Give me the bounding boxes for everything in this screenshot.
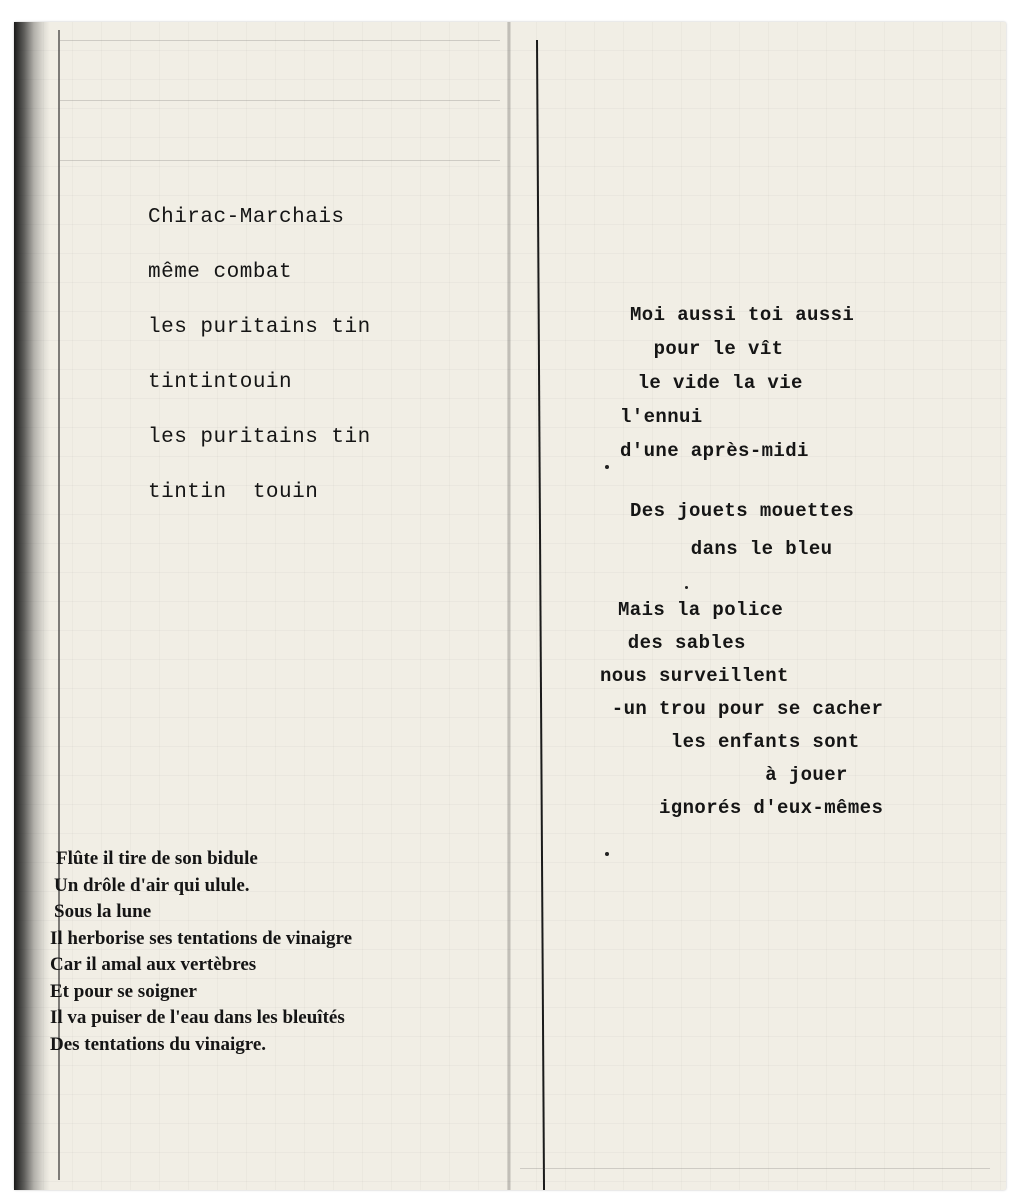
poem-line: Un drôle d'air qui ulule. [54,874,250,896]
ruled-line [60,100,500,101]
ruled-line [60,160,500,161]
ruled-line [520,1168,990,1169]
poem-line: Moi aussi toi aussi [630,304,855,326]
poem-line: ignorés d'eux-mêmes [600,797,884,819]
poem-line: Et pour se soigner [50,980,197,1002]
poem-police-des-sables [600,594,883,825]
poem-line: tintin touin [148,481,319,504]
poem-chirac-marchais [148,198,371,528]
poem-line: le vide la vie [614,372,803,394]
ink-speck [685,586,688,589]
poem-line: dans le bleu [620,538,833,560]
poem-line: Chirac-Marchais [148,206,345,229]
poem-line: des sables [616,632,746,654]
scan-edge-shadow [14,22,50,1190]
poem-line: Il va puiser de l'eau dans les bleuîtés [50,1007,345,1028]
poem-line: les puritains tin [148,316,371,339]
poem-line: tintintouin [148,371,293,394]
poem-line: Des jouets mouettes [630,500,855,522]
poem-line: Mais la police [618,599,784,621]
poem-line: les enfants sont [600,731,860,753]
poem-line: Flûte il tire de son bidule [56,848,258,869]
poem-line: l'ennui [620,406,703,428]
poem-line: d'une après-midi [620,440,809,462]
poem-line: à jouer [600,764,848,786]
ruled-line [60,40,500,41]
poem-line: Il herborise ses tentations de vinaigre [50,927,353,949]
page-fold [507,22,511,1190]
poem-line: pour le vît [630,338,784,360]
poem-flute-vinaigre [50,846,352,1058]
poem-moi-aussi [600,298,854,468]
poem-line: même combat [148,261,293,284]
poem-line: Sous la lune [54,901,152,922]
poem-line: -un trou pour se cacher [600,698,884,720]
poem-line: Car il amal aux vertèbres [50,954,257,975]
ink-speck [605,852,609,856]
poem-line: Des tentations du vinaigre. [50,1033,267,1055]
poem-line: les puritains tin [148,426,371,449]
poem-jouets-mouettes [600,492,854,568]
poem-line: nous surveillent [600,665,789,687]
